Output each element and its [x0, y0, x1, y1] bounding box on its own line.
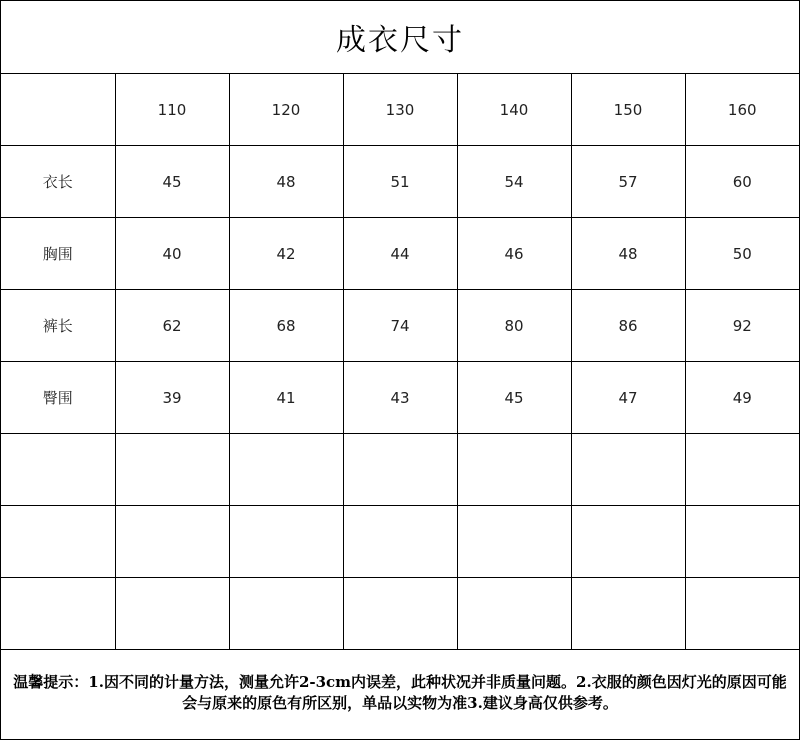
table-row: [1, 362, 799, 434]
size-header-cell: 160: [685, 74, 799, 146]
measurement-value: [343, 578, 457, 650]
table-row: [1, 506, 799, 578]
tips-note: 温馨提示：1.因不同的计量方法，测量允许2-3cm内误差，此种状况并非质量问题。2.衣服的颜色因灯光的原因可能会与原来的原色有所区别，单品以实物为准3.建议身高仅供参考。: [13, 672, 787, 712]
measurement-label: 臀围: [1, 362, 115, 434]
measurement-value: [685, 434, 799, 506]
measurement-value: [457, 506, 571, 578]
measurement-value: 45: [457, 362, 571, 434]
measurement-value: 41: [229, 362, 343, 434]
measurement-value: 40: [115, 218, 229, 290]
measurement-value: 62: [115, 290, 229, 362]
measurement-value: [457, 578, 571, 650]
measurement-value: [571, 578, 685, 650]
measurement-value: 48: [229, 146, 343, 218]
measurement-value: 48: [571, 218, 685, 290]
measurement-value: [685, 578, 799, 650]
measurement-value: 68: [229, 290, 343, 362]
table-row: [1, 290, 799, 362]
measurement-value: 54: [457, 146, 571, 218]
measurement-value: 39: [115, 362, 229, 434]
measurement-value: 60: [685, 146, 799, 218]
measurement-label: 衣长: [1, 146, 115, 218]
measurement-value: [229, 506, 343, 578]
measurement-value: [571, 434, 685, 506]
table-row: [1, 218, 799, 290]
measurement-value: [115, 434, 229, 506]
size-header-cell: 130: [343, 74, 457, 146]
measurement-label: 胸围: [1, 218, 115, 290]
measurement-value: 44: [343, 218, 457, 290]
size-header-cell: 150: [571, 74, 685, 146]
measurement-value: 42: [229, 218, 343, 290]
measurement-value: 92: [685, 290, 799, 362]
table-row: [1, 578, 799, 650]
measurement-value: 86: [571, 290, 685, 362]
size-header-cell: 140: [457, 74, 571, 146]
measurement-value: [343, 506, 457, 578]
measurement-value: [115, 578, 229, 650]
table-row: [1, 434, 799, 506]
measurement-label: [1, 578, 115, 650]
page-title: 成衣尺寸: [1, 1, 799, 74]
measurement-label: 裤长: [1, 290, 115, 362]
size-header-cell: 120: [229, 74, 343, 146]
table-row: [1, 146, 799, 218]
measurement-value: 43: [343, 362, 457, 434]
measurement-value: 49: [685, 362, 799, 434]
measurement-value: 50: [685, 218, 799, 290]
measurement-label: [1, 434, 115, 506]
measurement-value: [571, 506, 685, 578]
measurement-value: [343, 434, 457, 506]
size-header-row: [1, 74, 799, 146]
measurement-value: 51: [343, 146, 457, 218]
measurement-value: [685, 506, 799, 578]
measurement-value: [229, 578, 343, 650]
measurement-value: [457, 434, 571, 506]
measurement-value: 47: [571, 362, 685, 434]
size-header-cell: 110: [115, 74, 229, 146]
corner-cell: [1, 74, 115, 146]
measurement-value: 74: [343, 290, 457, 362]
measurement-value: 46: [457, 218, 571, 290]
measurement-value: 80: [457, 290, 571, 362]
measurement-value: 57: [571, 146, 685, 218]
measurement-value: 45: [115, 146, 229, 218]
measurement-value: [115, 506, 229, 578]
measurement-label: [1, 506, 115, 578]
measurement-value: [229, 434, 343, 506]
size-table: [1, 74, 799, 650]
